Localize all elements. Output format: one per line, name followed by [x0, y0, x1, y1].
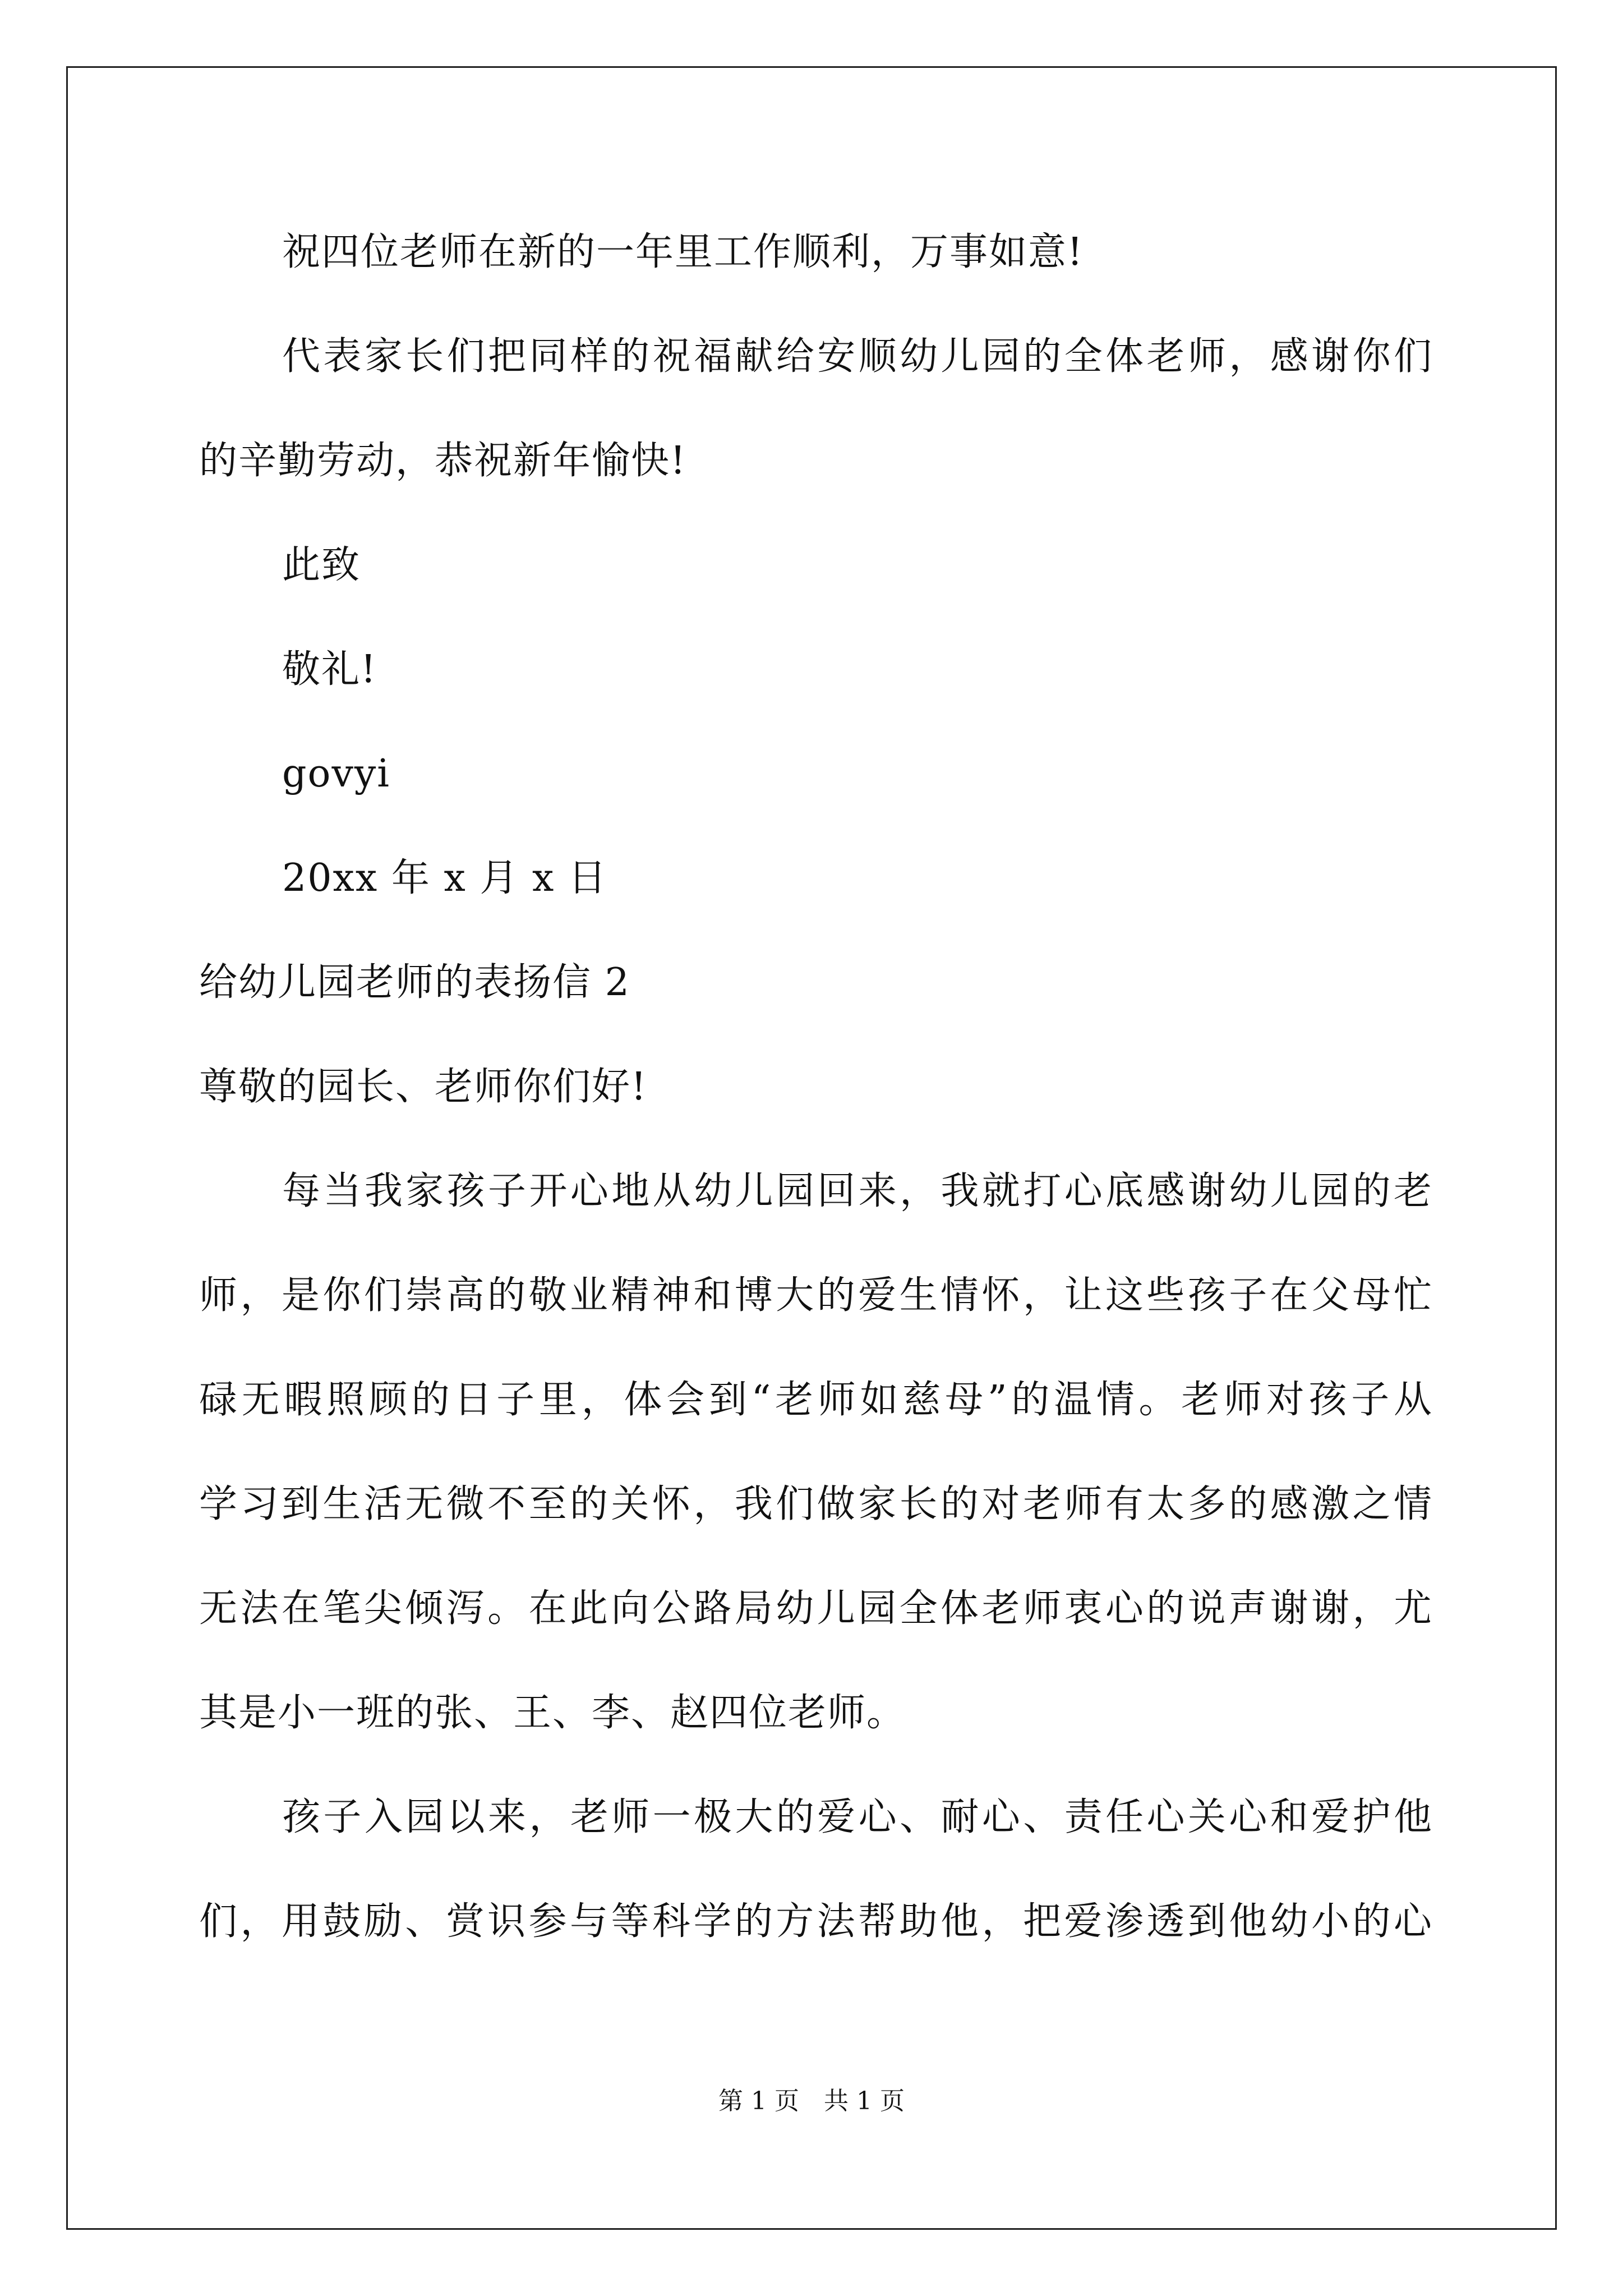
paragraph-line: 孩子入园以来，老师一极大的爱心、耐心、责任心关心和爱护他: [282, 1795, 1433, 1839]
salutation-line: 敬礼!: [282, 647, 377, 692]
paragraph-line: 其是小一班的张、王、李、赵四位老师。: [199, 1691, 906, 1735]
section-heading: 给幼儿园老师的表扬信 2: [199, 960, 630, 1005]
paragraph-line: 学习到生活无微不至的关怀，我们做家长的对老师有太多的感激之情: [199, 1482, 1433, 1526]
signature-line: govyi: [282, 752, 391, 796]
paragraph-line: 们，用鼓励、赏识参与等科学的方法帮助他，把爱渗透到他幼小的心: [199, 1899, 1433, 1944]
paragraph-line: 的辛勤劳动，恭祝新年愉快!: [199, 439, 687, 483]
paragraph-line: 代表家长们把同样的祝福献给安顺幼儿园的全体老师，感谢你们: [282, 334, 1433, 379]
salutation-line: 此致: [282, 543, 361, 587]
greeting-line: 尊敬的园长、老师你们好!: [199, 1065, 648, 1109]
paragraph-line: 每当我家孩子开心地从幼儿园回来，我就打心底感谢幼儿园的老: [282, 1169, 1433, 1213]
paragraph-line: 祝四位老师在新的一年里工作顺利，万事如意!: [282, 230, 1084, 274]
paragraph-line: 无法在笔尖倾泻。在此向公路局幼儿园全体老师衷心的说声谢谢，尤: [199, 1586, 1433, 1631]
paragraph-line: 师，是你们崇高的敬业精神和博大的爱生情怀，让这些孩子在父母忙: [199, 1273, 1433, 1318]
paragraph-line: 碌无暇照顾的日子里，体会到“老师如慈母”的温情。老师对孩子从: [199, 1378, 1433, 1422]
page-footer: 第 1 页 共 1 页: [718, 2087, 905, 2115]
date-line: 20xx 年 x 月 x 日: [282, 856, 608, 900]
